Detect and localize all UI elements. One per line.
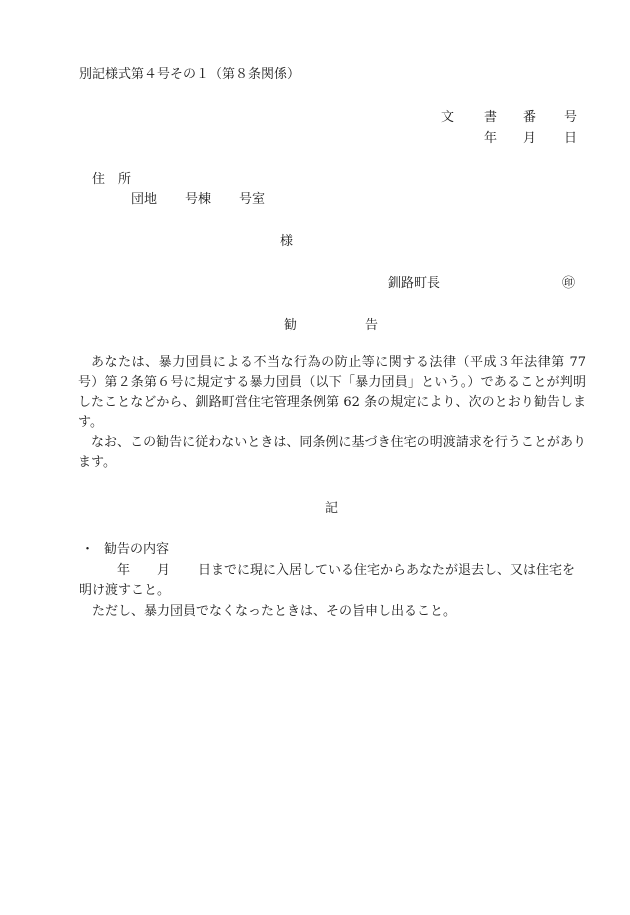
- item-date-year: 年: [117, 563, 131, 578]
- address-gotou: 号棟: [185, 192, 212, 207]
- address-goushitsu: 号室: [239, 192, 266, 207]
- body-paragraph-2: なお、この勧告に従わないときは、同条例に基づき住宅の明渡請求を行うことがあります。: [78, 435, 586, 470]
- doc-title-char: 勧: [284, 318, 298, 333]
- address-label: 住 所: [92, 172, 132, 187]
- body-paragraph-1: あなたは、暴力団員による不当な行為の防止等に関する法律（平成３年法律第 77 号）第２条第６号に規定する暴力団員（以下「暴力団員」という。）であることが判明したことなどから、釧路町営住宅管理条例第 62 条の規定により、次のとおり勧告します。: [78, 355, 586, 430]
- addressee-suffix: 様: [280, 234, 294, 249]
- doc-number-char: 文: [441, 110, 455, 125]
- address-danchi: 団地: [131, 192, 158, 207]
- doc-title-char: 告: [365, 318, 379, 333]
- item-date-month: 月: [157, 563, 171, 578]
- form-title: 別記様式第４号その１（第８条関係）: [79, 67, 301, 82]
- item-line-2: 明け渡すこと。: [79, 583, 171, 598]
- date-year-label: 年: [484, 131, 498, 146]
- date-day-label: 日: [564, 131, 578, 146]
- doc-number-char: 号: [564, 110, 578, 125]
- item-heading: 勧告の内容: [104, 542, 170, 557]
- ki-heading: 記: [325, 501, 339, 516]
- date-month-label: 月: [523, 131, 537, 146]
- item-line-3: ただし、暴力団員でなくなったときは、その旨申し出ること。: [92, 604, 457, 619]
- item-bullet: ・: [81, 542, 95, 557]
- item-line-1-text: 日までに現に入居している住宅からあなたが退去し、又は住宅を: [198, 563, 576, 578]
- seal-mark: ㊞: [562, 276, 576, 291]
- doc-number-char: 番: [523, 110, 537, 125]
- doc-number-char: 書: [484, 110, 498, 125]
- sender-title: 釧路町長: [388, 276, 441, 291]
